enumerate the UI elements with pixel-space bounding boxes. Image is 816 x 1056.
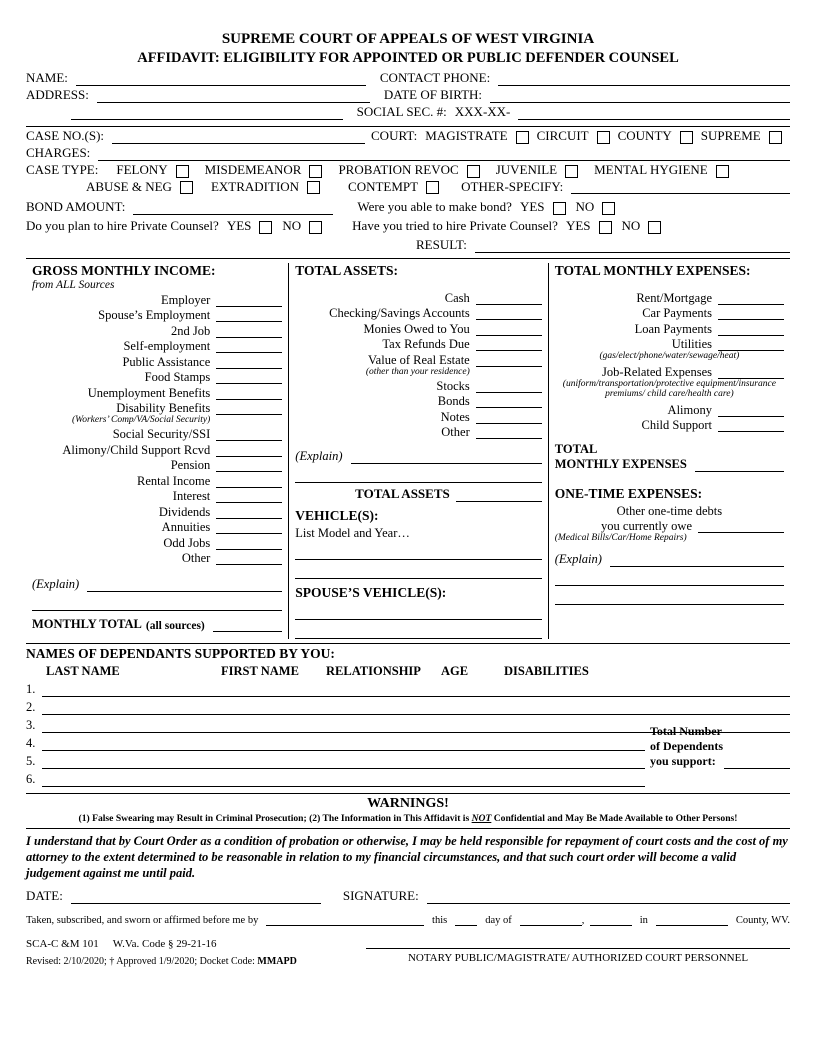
income-column [26, 263, 288, 638]
income-label-employer: Employer [160, 292, 211, 307]
court-option-magistrate: MAGISTRATE [425, 127, 508, 143]
assets-input-cash[interactable] [476, 292, 542, 305]
assets-label-cash: Cash [444, 290, 470, 305]
assets-total-input[interactable] [456, 489, 542, 502]
warnings-text-not: NOT [471, 812, 492, 824]
sworn-name-input[interactable] [266, 912, 424, 926]
form-docket-code: MMAPD [257, 956, 297, 968]
income-input-employer[interactable] [216, 294, 282, 307]
assets-label-bonds: Bonds [437, 394, 470, 409]
onetime-note: (Medical Bills/Car/Home Repairs) [554, 533, 687, 544]
income-input-public-assistance[interactable] [216, 356, 282, 369]
income-label-spouse-employment: Spouse’s Employment [98, 308, 211, 323]
income-input-rental-income[interactable] [216, 475, 282, 488]
expenses-input-loan-payments[interactable] [718, 323, 784, 336]
income-total-label: MONTHLY TOTAL [32, 617, 142, 632]
in-label: in [639, 915, 648, 927]
vehicles-heading: VEHICLE(S): [295, 507, 379, 523]
dependants-row-num-5: 5. [26, 753, 36, 768]
bond-amount-label: BOND AMOUNT: [26, 199, 126, 215]
warnings-heading: WARNINGS! [367, 795, 449, 811]
address-row [26, 88, 790, 103]
income-label-interest: Interest [172, 489, 211, 504]
dependants-row-num-2: 2. [26, 699, 36, 714]
expenses-total-input[interactable] [695, 458, 784, 472]
income-label-social-security: Social Security/SSI [112, 427, 211, 442]
make-bond-label: Were you able to make bond? [357, 199, 512, 215]
assets-input-monies-owed[interactable] [476, 323, 542, 336]
expenses-total-label-1: TOTAL [554, 442, 598, 457]
day-of-label: day of [485, 915, 512, 927]
income-input-alimony-child-support[interactable] [216, 444, 282, 457]
case-type-felony: FELONY [116, 161, 168, 177]
expenses-label-child-support: Child Support [641, 418, 712, 433]
checkbox-court-county[interactable] [680, 131, 693, 144]
county-label: County, WV. [735, 915, 790, 927]
expenses-input-child-support[interactable] [718, 419, 784, 432]
expenses-input-utilities[interactable] [718, 338, 784, 351]
income-explain-input-1[interactable] [87, 578, 282, 592]
result-label: RESULT: [416, 237, 467, 253]
checkbox-court-circuit[interactable] [597, 131, 610, 144]
income-heading: GROSS MONTHLY INCOME: [32, 263, 216, 279]
income-label-unemployment-benefits: Unemployment Benefits [87, 385, 211, 400]
income-input-food-stamps[interactable] [216, 371, 282, 384]
address-label: ADDRESS: [26, 86, 89, 102]
expenses-note-job-related: (uniform/transportation/protective equipment/insurance premiums/ child care/health care) [562, 378, 776, 400]
income-input-spouse-employment[interactable] [216, 309, 282, 322]
income-explain-label: (Explain) [32, 577, 80, 592]
address-input[interactable] [97, 89, 370, 103]
case-type-row-2 [26, 180, 790, 195]
income-total-input[interactable] [213, 618, 283, 632]
court-label: COURT: [371, 127, 418, 143]
income-input-unemployment-benefits[interactable] [216, 387, 282, 400]
acknowledgement-paragraph: I understand that by Court Order as a condition of probation or otherwise, I may be held responsible for repayment of court costs and the cost of my attorney to the extent determined to be reasonable in relation to my financial circumstances, and that such court order will become a valid judgement against me until paid. [26, 833, 788, 881]
onetime-line-1: Other one-time debts [616, 504, 723, 519]
expenses-label-alimony: Alimony [667, 402, 712, 417]
assets-label-checking-savings: Checking/Savings Accounts [329, 306, 470, 321]
checkbox-hire-plan-no[interactable] [309, 221, 322, 234]
sworn-month-input[interactable] [520, 912, 582, 926]
income-label-odd-jobs: Odd Jobs [163, 535, 211, 550]
dependants-row-num-6: 6. [26, 771, 36, 786]
hire-tried-yes-label: YES [565, 218, 591, 234]
ssn-prefix: XXX-XX- [454, 103, 511, 119]
dependants-total-line-1: Total Number [650, 723, 722, 738]
hire-counsel-row [26, 219, 790, 234]
make-bond-yes-label: YES [519, 199, 545, 215]
expenses-label-utilities: Utilities [671, 337, 712, 352]
case-type-label: CASE TYPE: [26, 161, 99, 177]
expenses-explain-input-1[interactable] [610, 553, 784, 567]
case-type-misdemeanor: MISDEMEANOR [204, 161, 302, 177]
dependants-col-age: AGE [441, 663, 469, 678]
income-input-pension[interactable] [216, 459, 282, 472]
assets-explain-input-1[interactable] [351, 450, 542, 464]
expenses-total-label-2: MONTHLY EXPENSES [554, 457, 687, 472]
income-label-pension: Pension [170, 458, 211, 473]
expenses-input-car-payments[interactable] [718, 307, 784, 320]
expenses-label-job-related: Job-Related Expenses [601, 364, 712, 379]
hire-plan-no-label: NO [282, 218, 302, 234]
court-option-county: COUNTY [617, 127, 672, 143]
expenses-label-loan-payments: Loan Payments [634, 321, 712, 336]
contact-phone-input[interactable] [498, 72, 790, 86]
court-title: SUPREME COURT OF APPEALS OF WEST VIRGINIA [221, 31, 595, 47]
sworn-text: Taken, subscribed, and sworn or affirmed before me by [26, 915, 259, 927]
income-input-interest[interactable] [216, 490, 282, 503]
checkbox-probation-revoc[interactable] [467, 165, 480, 178]
signature-input[interactable] [427, 890, 790, 904]
ssn-input[interactable] [518, 106, 790, 120]
spouse-vehicles-heading: SPOUSE’S VEHICLE(S): [295, 584, 447, 600]
income-label-rental-income: Rental Income [137, 473, 211, 488]
assets-heading: TOTAL ASSETS: [295, 263, 398, 279]
onetime-input[interactable] [698, 520, 784, 533]
result-row [26, 238, 790, 253]
dependants-input-5[interactable] [42, 755, 645, 769]
assets-total-label: TOTAL ASSETS [355, 486, 450, 502]
ssn-label: SOCIAL SEC. #: [356, 103, 447, 119]
dependants-col-disabilities: DISABILITIES [504, 663, 589, 678]
expenses-label-rent-mortgage: Rent/Mortgage [636, 290, 712, 305]
checkbox-court-magistrate[interactable] [516, 131, 529, 144]
assets-input-other[interactable] [476, 426, 542, 439]
form-id: SCA-C &M 101 [26, 938, 99, 951]
expenses-explain-input-2[interactable] [555, 572, 784, 586]
income-input-dividends[interactable] [216, 506, 282, 519]
income-explain-input-2[interactable] [32, 597, 282, 611]
dob-label: DATE OF BIRTH: [383, 86, 483, 102]
assets-column [288, 263, 548, 638]
income-label-2nd-job: 2nd Job [171, 323, 211, 338]
dependants-total-line-3: you support: [650, 753, 716, 768]
court-option-supreme: SUPREME [700, 127, 761, 143]
income-label-alimony-child-support: Alimony/Child Support Rcvd [62, 442, 211, 457]
contact-phone-label: CONTACT PHONE: [379, 69, 491, 85]
assets-input-stocks[interactable] [476, 380, 542, 393]
checkbox-felony[interactable] [176, 165, 189, 178]
assets-label-stocks: Stocks [436, 378, 470, 393]
dependants-input-6[interactable] [42, 773, 645, 787]
case-no-label: CASE NO.(S): [26, 127, 105, 143]
case-no-row [26, 129, 790, 144]
financial-columns [26, 263, 790, 638]
charges-input[interactable] [98, 147, 790, 161]
expenses-explain-input-3[interactable] [555, 591, 784, 605]
dependants-section [26, 646, 790, 787]
dependants-col-last-name: LAST NAME [46, 663, 120, 678]
vehicles-input-1[interactable] [295, 546, 541, 560]
case-type-mental-hygiene: MENTAL HYGIENE [594, 161, 708, 177]
assets-label-monies-owed: Monies Owed to You [363, 321, 470, 336]
expenses-heading: TOTAL MONTHLY EXPENSES: [554, 263, 751, 279]
income-input-annuities[interactable] [216, 521, 282, 534]
checkbox-make-bond-yes[interactable] [553, 202, 566, 215]
hire-tried-label: Have you tried to hire Private Counsel? [352, 218, 558, 234]
case-type-contempt: CONTEMPT [348, 178, 419, 194]
case-type-row-1 [26, 163, 790, 178]
make-bond-no-label: NO [575, 199, 595, 215]
spouse-vehicles-input-1[interactable] [295, 606, 541, 620]
income-label-dividends: Dividends [158, 504, 211, 519]
expenses-input-job-related[interactable] [718, 366, 784, 379]
dependants-row-num-1: 1. [26, 681, 36, 696]
name-row [26, 71, 790, 86]
warnings-text-a: (1) False Swearing may Result in Criminal Prosecution; (2) The Information in This Affidavit is [78, 812, 472, 824]
income-note-disability: (Workers’ Comp/VA/Social Security) [72, 415, 211, 426]
charges-row [26, 146, 790, 161]
assets-label-tax-refunds: Tax Refunds Due [382, 337, 470, 352]
name-input[interactable] [76, 72, 366, 86]
case-type-abuse-neg: ABUSE & NEG [86, 178, 172, 194]
dependants-total-line-2: of Dependents [650, 738, 724, 753]
onetime-expenses-heading: ONE-TIME EXPENSES: [554, 486, 703, 502]
dependants-row-num-4: 4. [26, 735, 36, 750]
dependants-row-num-3: 3. [26, 717, 36, 732]
checkbox-abuse-neg[interactable] [180, 181, 193, 194]
checkbox-make-bond-no[interactable] [602, 202, 615, 215]
address-input-line2[interactable] [71, 106, 343, 120]
bond-amount-input[interactable] [133, 201, 333, 215]
assets-label-real-estate: Value of Real Estate [368, 352, 470, 367]
checkbox-contempt[interactable] [426, 181, 439, 194]
bond-row [26, 200, 790, 215]
affidavit-page: SUPREME COURT OF APPEALS OF WEST VIRGINIA AFFIDAVIT: ELIGIBILITY FOR APPOINTED OR PUBLIC DEFENDER COUNSEL NAME: CONTACT PHONE: ADDRESS: DATE OF BIRTH: SOCIAL SEC. #: XXX-XX- CASE NO.(S): COURT: MAGISTRATE CIRCUIT COUNTY SUPREME CHARGES: CASE TYPE: FELONY MISDEMEANOR PROBATION REVOC JUVENILE MENTAL HYGIENE ABUSE & NEG EXTRADITION CONTEMPT OTHER-SPECIFY: BOND AMOUNT: Were you able to make bond? YES NO Do you plan to hire Private Counsel? YES NO Have you tried to hire Private Counsel? YES NO RESULT: GROSS MONTHLY INCOME: from ALL Sources Employer Spouse’s Employment 2nd Job Self-employment Public Assistance Food Stamps Unemployment Benefits Disability Benefits (Workers’ Comp/VA/Social Security) Social Security/SSI Alimony/Child Support Rcvd Pension Rental Income Interest Dividends Annuities Odd Jobs Other (Explain) MONTHLY TOTAL (all sources) TOTAL ASSETS: Cash Checking/Savings Accounts Monies Owed to You Tax Refunds Due Value of Real Estate (other than your residence) Stocks Bonds Notes Other (Explain) TOTAL ASSETS VEHICLE(S): List Model and Year… SPOUSE’S VEHICLE(S): TOTAL MONTHLY EXPENSES: Rent/Mortgage Car Payments Loan Payments Utilities (gas/elect/phone/water/sewage/heat) Job-Related Expenses (uniform/transportation/protective equipment/insurance premiums/ child care/health care) Alimony Child Support TOTAL MONTHLY EXPENSES ONE-TIME EXPENSES: Other one-time debts you currently owe (Medical Bills/Car/Home Repairs) (Explain) NAMES OF DEPENDANTS SUPPORTED BY YOU: LAST NAME FIRST NAME RELATIONSHIP AGE DISABILITIES 1. 2. 3. 4. 5. 6. Total Number of Dependents you support: WARNINGS! (1) False Swearing may Result in Criminal Prosecution; (2) The Information in This Affidavit is NOT Confidential and May Be Made Available to Other Persons! I understand that by Court Order as a condition of probation or otherwise, I may be held responsible for repayment of court costs and the cost of my attorney to the extent determined to be reasonable in relation to my financial circumstances, and that such court order will become a valid judgement against me until paid. DATE: SIGNATURE: Taken, subscribed, and sworn or affirmed before me by this day of , in County, WV. SCA-C &M 101 W.Va. Code § 29-21-16 Revised: 2/10/2020; † Approved 1/9/2020; Docket Code: MMAPD NOTARY PUBLIC/MAGISTRATE/ AUTHORIZED COURT PERSONNEL [26, 31, 790, 968]
dependants-input-2[interactable] [42, 701, 790, 715]
assets-label-notes: Notes [440, 409, 470, 424]
sworn-county-input[interactable] [656, 912, 728, 926]
checkbox-hire-tried-yes[interactable] [599, 221, 612, 234]
result-input[interactable] [475, 239, 790, 253]
expenses-input-rent-mortgage[interactable] [718, 292, 784, 305]
income-input-social-security[interactable] [216, 428, 282, 441]
income-input-2nd-job[interactable] [216, 325, 282, 338]
income-input-odd-jobs[interactable] [216, 537, 282, 550]
warnings-subtext [26, 813, 790, 824]
dependants-col-first-name: FIRST NAME [221, 663, 299, 678]
income-total-note: (all sources) [145, 620, 205, 633]
checkbox-misdemeanor[interactable] [309, 165, 322, 178]
assets-input-bonds[interactable] [476, 395, 542, 408]
assets-note-real-estate: (other than your residence) [365, 366, 470, 377]
checkbox-hire-plan-yes[interactable] [259, 221, 272, 234]
assets-label-other: Other [441, 425, 470, 440]
income-subheading: from ALL Sources [32, 279, 115, 292]
form-code: W.Va. Code § 29-21-16 [112, 938, 217, 951]
checkbox-extradition[interactable] [307, 181, 320, 194]
income-label-other: Other [181, 551, 211, 566]
case-type-juvenile: JUVENILE [495, 161, 558, 177]
expenses-column [549, 263, 790, 638]
dependants-input-1[interactable] [42, 683, 790, 697]
vehicles-hint: List Model and Year… [295, 525, 410, 540]
dependants-col-relationship: RELATIONSHIP [326, 663, 421, 678]
checkbox-hire-tried-no[interactable] [648, 221, 661, 234]
court-option-circuit: CIRCUIT [536, 127, 589, 143]
this-label: this [432, 915, 448, 927]
date-input[interactable] [71, 890, 321, 904]
income-input-other[interactable] [216, 552, 282, 565]
address-row-2 [26, 105, 790, 120]
expenses-input-alimony[interactable] [718, 404, 784, 417]
form-title: AFFIDAVIT: ELIGIBILITY FOR APPOINTED OR PUBLIC DEFENDER COUNSEL [137, 49, 679, 66]
sworn-day-input[interactable] [455, 912, 477, 926]
assets-input-real-estate[interactable] [476, 354, 542, 367]
assets-explain-input-2[interactable] [295, 469, 541, 483]
dependants-total-input[interactable] [724, 755, 790, 769]
checkbox-mental-hygiene[interactable] [716, 165, 729, 178]
other-specify-input[interactable] [571, 180, 790, 194]
date-label: DATE: [26, 888, 63, 904]
notary-line: NOTARY PUBLIC/MAGISTRATE/ AUTHORIZED COURT PERSONNEL [366, 948, 790, 964]
hire-tried-no-label: NO [621, 218, 641, 234]
assets-input-tax-refunds[interactable] [476, 338, 542, 351]
onetime-line-2: you currently owe [601, 519, 692, 534]
expenses-explain-label: (Explain) [554, 551, 602, 566]
income-label-annuities: Annuities [161, 520, 211, 535]
form-revised: Revised: 2/10/2020; † Approved 1/9/2020; Docket Code: [26, 956, 258, 968]
checkbox-juvenile[interactable] [565, 165, 578, 178]
sworn-year-input[interactable] [590, 912, 632, 926]
income-label-disability-benefits: Disability Benefits [116, 401, 211, 416]
assets-explain-label: (Explain) [295, 449, 343, 464]
case-no-input[interactable] [112, 130, 365, 144]
other-specify-label: OTHER-SPECIFY: [461, 178, 564, 194]
income-input-self-employment[interactable] [216, 340, 282, 353]
assets-input-notes[interactable] [476, 411, 542, 424]
dependants-input-4[interactable] [42, 737, 645, 751]
dependants-heading: NAMES OF DEPENDANTS SUPPORTED BY YOU: [26, 645, 335, 661]
expenses-note-utilities: (gas/elect/phone/water/sewage/heat) [599, 351, 740, 362]
dob-input[interactable] [490, 89, 790, 103]
hire-plan-label: Do you plan to hire Private Counsel? [26, 218, 219, 234]
income-label-food-stamps: Food Stamps [144, 370, 211, 385]
charges-label: CHARGES: [26, 144, 91, 160]
income-label-public-assistance: Public Assistance [122, 354, 211, 369]
checkbox-court-supreme[interactable] [769, 131, 782, 144]
vehicles-input-2[interactable] [295, 565, 541, 579]
income-input-disability-benefits[interactable] [216, 402, 282, 415]
case-type-probation-revoc: PROBATION REVOC [338, 161, 459, 177]
assets-input-checking-savings[interactable] [476, 307, 542, 320]
income-label-self-employment: Self-employment [123, 339, 211, 354]
spouse-vehicles-input-2[interactable] [295, 625, 541, 639]
hire-plan-yes-label: YES [226, 218, 252, 234]
expenses-label-car-payments: Car Payments [642, 306, 712, 321]
signature-label: SIGNATURE: [342, 888, 419, 904]
name-label: NAME: [26, 69, 68, 85]
case-type-extradition: EXTRADITION [210, 178, 300, 194]
warnings-text-b: Confidential and May Be Made Available to Other Persons! [491, 812, 738, 824]
